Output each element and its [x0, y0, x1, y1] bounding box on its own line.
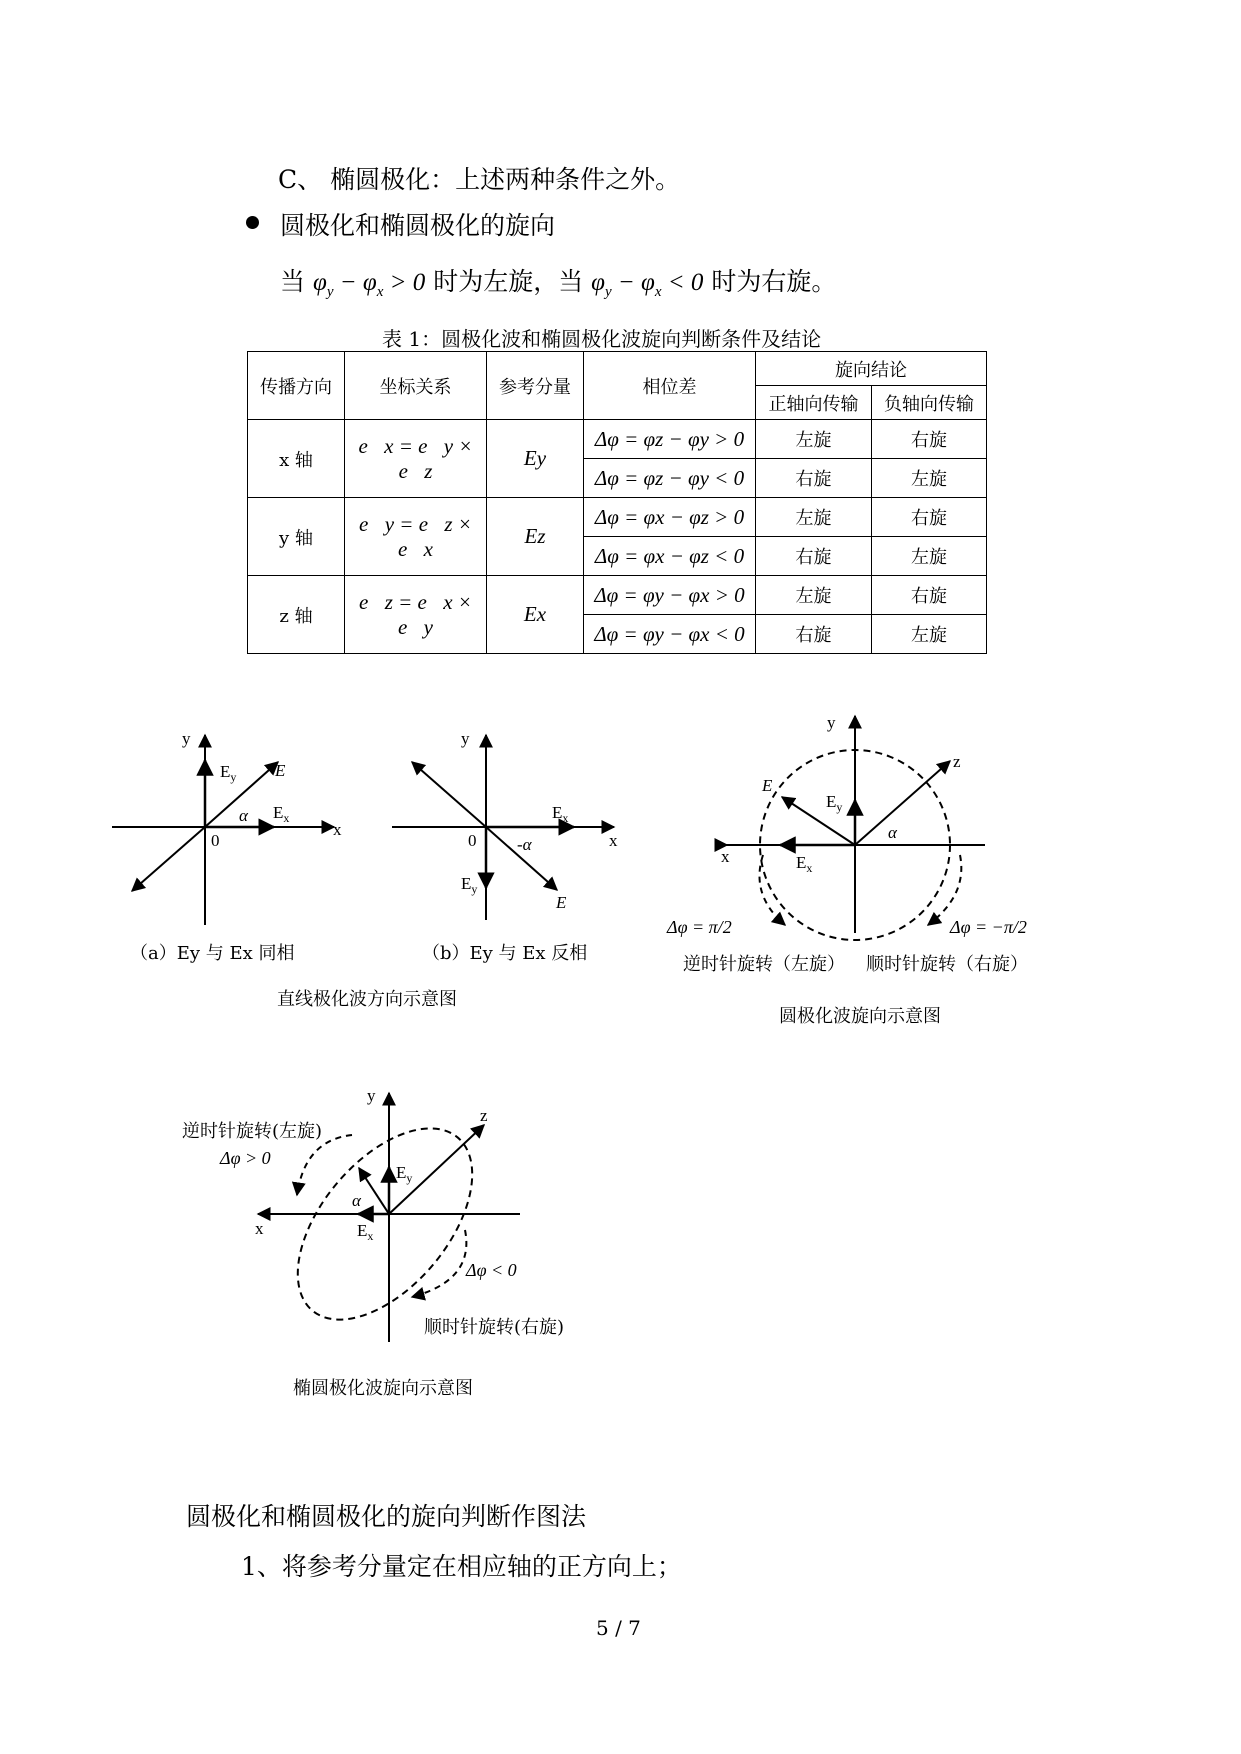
e-vector	[359, 1168, 389, 1214]
header-direction: 传播方向	[248, 352, 345, 420]
svg-text:0: 0	[468, 831, 477, 850]
linear-diagram-b	[392, 735, 614, 920]
circular-ccw-label: 逆时针旋转（左旋）	[683, 954, 845, 975]
method-heading: 圆极化和椭圆极化的旋向判断作图法	[186, 1502, 587, 1531]
neg-cell: 右旋	[872, 498, 987, 537]
caption-linear-b: （b）Ey 与 Ex 反相	[422, 943, 588, 964]
elliptical-figure-title: 椭圆极化波旋向示意图	[293, 1378, 473, 1399]
cw-arrow-icon	[928, 855, 961, 925]
svg-text:α: α	[888, 823, 897, 842]
bullet-heading: 圆极化和椭圆极化的旋向	[280, 211, 556, 240]
svg-text:Ex: $E_x$	[273, 803, 290, 825]
axis-cell: y 轴	[248, 498, 345, 576]
elliptical-ccw-label: 逆时针旋转(左旋)	[182, 1121, 323, 1142]
pos-cell: 左旋	[756, 420, 872, 459]
e-vector	[782, 797, 855, 845]
phase-cell: Δφ = φz − φy > 0	[584, 420, 756, 459]
elliptical-cw-label: 顺时针旋转(右旋)	[424, 1317, 565, 1338]
table-caption: 表 1：圆极化波和椭圆极化波旋向判断条件及结论	[382, 327, 822, 351]
pos-cell: 右旋	[756, 537, 872, 576]
ccw-arrow-icon	[297, 1135, 352, 1195]
header-conclusion: 旋向结论	[756, 352, 987, 386]
svg-text:y: y	[367, 1086, 376, 1105]
svg-text:Ey: $E_y$	[461, 874, 478, 896]
ref-cell: Ez	[487, 498, 584, 576]
header-neg: 负轴向传输	[872, 386, 987, 420]
svg-text:y: y	[182, 729, 191, 748]
caption-linear-a: （a）Ey 与 Ex 同相	[130, 943, 295, 964]
neg-cell: 左旋	[872, 459, 987, 498]
pos-cell: 左旋	[756, 576, 872, 615]
ccw-arrow-icon	[759, 855, 785, 925]
coord-cell: e⃗x = e⃗y × e⃗z	[345, 420, 487, 498]
e-vector-reverse	[412, 762, 486, 827]
elliptical-cw-condition: Δφ < 0	[466, 1260, 517, 1280]
svg-text:E: E	[275, 761, 286, 780]
condition-formula-1: $\varphi_y - \varphi_x > 0$	[312, 269, 426, 300]
svg-text:Ey: $E_y$	[826, 792, 843, 814]
svg-text:Ex: $E_x$	[552, 803, 569, 825]
svg-text:α: α	[239, 806, 248, 825]
coord-cell: e⃗z = e⃗x × e⃗y	[345, 576, 487, 654]
svg-text:y: y	[461, 729, 470, 748]
svg-text:z: z	[953, 752, 961, 771]
phase-cell: Δφ = φx − φz < 0	[584, 537, 756, 576]
svg-text:E: E	[762, 776, 773, 795]
svg-text:x: x	[333, 820, 342, 839]
circular-diagram	[726, 716, 985, 940]
svg-text:Ey: $E_y$	[220, 762, 237, 784]
svg-text:x: x	[721, 847, 730, 866]
coord-cell: e⃗y = e⃗z × e⃗x	[345, 498, 487, 576]
svg-text:x: x	[255, 1219, 264, 1238]
e-vector-reverse	[132, 827, 205, 891]
header-pos: 正轴向传输	[756, 386, 872, 420]
svg-text:Ex: $E_x$	[357, 1221, 374, 1243]
phase-cell: Δφ = φy − φx < 0	[584, 615, 756, 654]
svg-text:y: y	[827, 713, 836, 732]
step-1: 1、将参考分量定在相应轴的正方向上；	[241, 1552, 682, 1581]
condition-formula-2: $\varphi_y - \varphi_x < 0$	[591, 269, 704, 300]
neg-cell: 左旋	[872, 537, 987, 576]
axis-cell: x 轴	[248, 420, 345, 498]
pos-cell: 右旋	[756, 615, 872, 654]
axis-cell: z 轴	[248, 576, 345, 654]
condition-text-1: 当	[280, 267, 306, 296]
condition-text-3: 时为右旋。	[711, 267, 837, 296]
phase-cell: Δφ = φy − φx > 0	[584, 576, 756, 615]
svg-text:0: 0	[211, 831, 220, 850]
header-ref: 参考分量	[487, 352, 584, 420]
elliptical-ccw-condition: Δφ > 0	[220, 1148, 271, 1168]
svg-text:α: α	[352, 1191, 361, 1210]
linear-diagram-b-labels	[461, 729, 618, 912]
circular-cw-label: 顺时针旋转（右旋）	[866, 954, 1028, 975]
circular-ccw-condition: Δφ = π/2	[667, 917, 732, 937]
svg-text:-α: -α	[517, 835, 532, 854]
neg-cell: 左旋	[872, 615, 987, 654]
ref-cell: Ey	[487, 420, 584, 498]
pos-cell: 左旋	[756, 498, 872, 537]
phase-cell: Δφ = φz − φy < 0	[584, 459, 756, 498]
header-coord: 坐标关系	[345, 352, 487, 420]
linear-figure-title: 直线极化波方向示意图	[277, 989, 457, 1010]
header-phase: 相位差	[584, 352, 756, 420]
svg-text:z: z	[480, 1106, 488, 1125]
elliptical-diagram-labels	[255, 1086, 488, 1243]
svg-text:Ex: $E_x$	[796, 853, 813, 875]
pos-cell: 右旋	[756, 459, 872, 498]
cw-arrow-icon	[412, 1230, 466, 1297]
svg-text:x: x	[609, 831, 618, 850]
z-axis	[855, 761, 950, 845]
svg-text:Ey: $E_y$	[396, 1163, 413, 1185]
neg-cell: 右旋	[872, 576, 987, 615]
circular-diagram-labels	[721, 713, 961, 875]
neg-cell: 右旋	[872, 420, 987, 459]
ref-cell: Ex	[487, 576, 584, 654]
circular-cw-condition: Δφ = −π/2	[950, 917, 1027, 937]
paragraph-elliptical: C、 椭圆极化：上述两种条件之外。	[278, 165, 681, 194]
page-number: 5 / 7	[596, 1616, 641, 1640]
condition-text-2: 时为左旋，当	[433, 267, 584, 296]
circular-figure-title: 圆极化波旋向示意图	[779, 1006, 941, 1027]
svg-text:E: E	[556, 893, 567, 912]
phase-cell: Δφ = φx − φz > 0	[584, 498, 756, 537]
